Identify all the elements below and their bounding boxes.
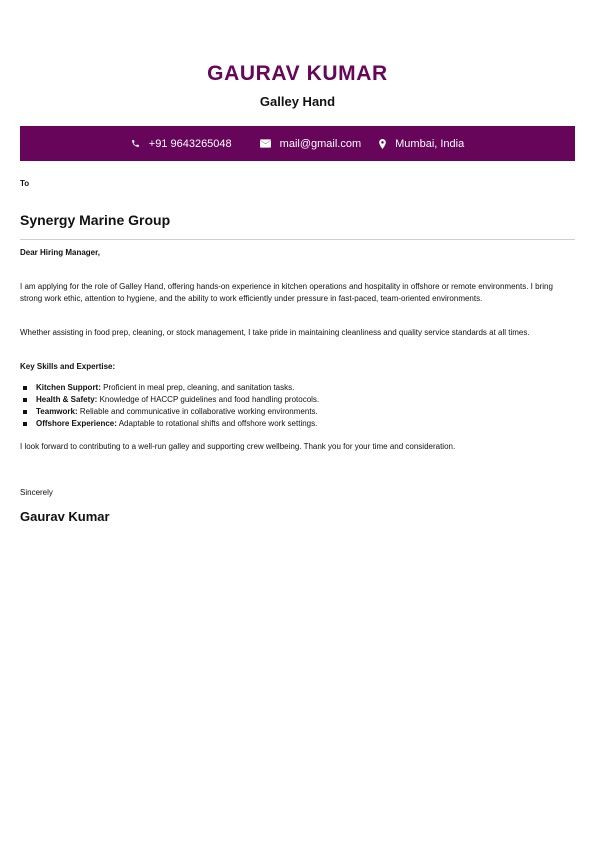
email-address[interactable]: mail@gmail.com	[279, 137, 362, 150]
salutation: Dear Hiring Manager,	[20, 248, 101, 257]
company-name: Synergy Marine Group	[20, 212, 171, 228]
skill-item-offshore-experience	[20, 418, 575, 430]
closing-paragraph: I look forward to contributing to a well-run galley and supporting crew wellbeing. Thank you for your time and consideration.	[20, 442, 456, 451]
contact-phone	[131, 138, 232, 150]
bullet-icon	[23, 386, 27, 390]
phone-icon	[131, 139, 140, 148]
skill-label: Kitchen Support:	[36, 383, 101, 392]
body-paragraph-2: Whether assisting in food prep, cleaning, or stock management, I take pride in maintaining cleanliness and quality service standards at all times.	[20, 328, 530, 337]
body-paragraph-1: I am applying for the role of Galley Hand, offering hands-on experience in kitchen operations and hospitality in offshore or remote environments. I bring strong work ethic, attention to hygiene, and the ability to work efficiently under pressure in fast-paced, team-oriented environments.	[20, 282, 553, 303]
to-label: To	[20, 179, 30, 188]
bullet-icon	[23, 398, 27, 402]
location-text: Mumbai, India	[395, 137, 465, 150]
phone-number[interactable]: +91 9643265048	[148, 137, 232, 150]
contact-location	[379, 138, 464, 150]
envelope-icon	[260, 139, 271, 148]
bullet-icon	[23, 422, 27, 426]
skills-heading: Key Skills and Expertise:	[20, 362, 116, 371]
contact-bar	[20, 126, 575, 161]
skill-text: Proficient in meal prep, cleaning, and sanitation tasks.	[100, 383, 295, 392]
skill-text: Knowledge of HACCP guidelines and food handling protocols.	[97, 395, 320, 404]
applicant-name: GAURAV KUMAR	[207, 62, 388, 85]
section-divider	[20, 239, 575, 240]
skill-item-teamwork	[20, 406, 575, 418]
contact-email	[260, 138, 361, 150]
skill-label: Teamwork:	[36, 407, 78, 416]
signoff: Sincerely	[20, 488, 53, 497]
skill-label: Health & Safety:	[36, 395, 98, 404]
skills-list	[20, 382, 575, 430]
skill-label: Offshore Experience:	[36, 419, 117, 428]
skill-text: Reliable and communicative in collaborative working environments.	[77, 407, 318, 416]
skill-text: Adaptable to rotational shifts and offshore work settings.	[116, 419, 318, 428]
signature-name: Gaurav Kumar	[20, 509, 110, 524]
job-title: Galley Hand	[259, 94, 336, 109]
skill-item-kitchen-support	[20, 382, 575, 394]
bullet-icon	[23, 410, 27, 414]
skill-item-health-safety	[20, 394, 575, 406]
map-pin-icon	[379, 139, 386, 149]
